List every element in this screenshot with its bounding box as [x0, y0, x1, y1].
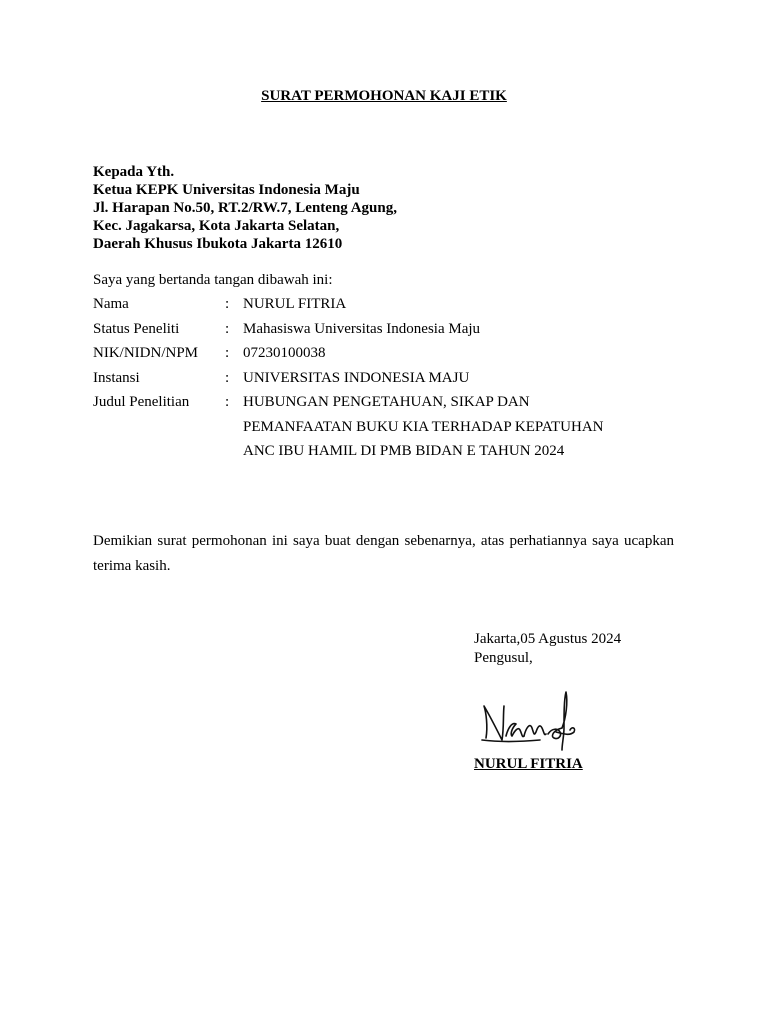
field-separator: : [225, 296, 230, 312]
field-value: NURUL FITRIA [243, 296, 347, 312]
field-label: Judul Penelitian [93, 394, 190, 410]
field-value: Mahasiswa Universitas Indonesia Maju [243, 320, 481, 337]
field-label: NIK/NIDN/NPM [93, 345, 198, 361]
field-separator: : [225, 345, 230, 361]
recipient-line-3: Kec. Jagakarsa, Kota Jakarta Selatan, [93, 218, 340, 234]
field-label: Status Peneliti [93, 320, 180, 337]
field-value-line-1: HUBUNGAN PENGETAHUAN, SIKAP DAN [243, 394, 530, 410]
recipient-line-1: Ketua KEPK Universitas Indonesia Maju [93, 182, 360, 198]
field-label: Nama [93, 296, 129, 312]
field-separator: : [225, 369, 230, 386]
field-separator: : [225, 320, 230, 337]
recipient-line-4: Daerah Khusus Ibukota Jakarta 12610 [93, 236, 343, 252]
letter-title: SURAT PERMOHONAN KAJI ETIK [261, 88, 507, 104]
field-value: UNIVERSITAS INDONESIA MAJU [243, 369, 470, 386]
field-value: 07230100038 [243, 345, 326, 361]
recipient-line-2: Jl. Harapan No.50, RT.2/RW.7, Lenteng Agung, [93, 200, 397, 216]
intro-text: Saya yang bertanda tangan dibawah ini: [93, 272, 333, 288]
recipient-greeting: Kepada Yth. [93, 164, 175, 180]
recipient-address [93, 163, 397, 253]
place-date: Jakarta,05 Agustus 2024 [474, 631, 622, 647]
field-value-line-3: ANC IBU HAMIL DI PMB BIDAN E TAHUN 2024 [243, 443, 565, 459]
field-value-line-2: PEMANFAATAN BUKU KIA TERHADAP KEPATUHAN [243, 418, 604, 435]
field-label: Instansi [93, 369, 140, 386]
handwritten-signature [478, 688, 602, 754]
signoff-role: Pengusul, [474, 650, 533, 666]
signer-name: NURUL FITRIA [474, 756, 583, 772]
field-separator: : [225, 394, 230, 410]
closing-paragraph: Demikian surat permohonan ini saya buat dengan sebenarnya, atas perhatiannya saya ucapkan terima kasih. [93, 533, 674, 574]
signoff-block [474, 630, 621, 668]
